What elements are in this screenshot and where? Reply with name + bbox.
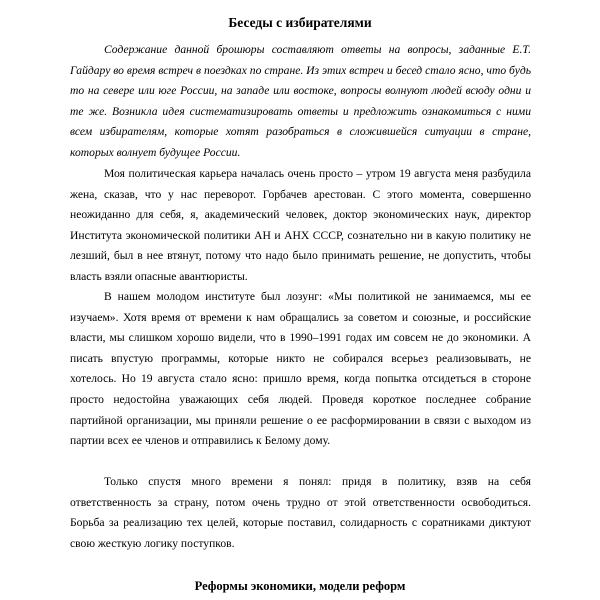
body-paragraph-3: Только спустя много времени я понял: придя в политику, взяв на себя ответственность за страну, потом очень трудно от этой ответственности освободиться. Борьба за реализацию тех целей, которые поставил, солидарность с соратниками диктуют свою жесткую логику поступков. xyxy=(70,475,531,550)
page-title: Беседы с избирателями xyxy=(228,15,372,30)
section-heading: Реформы экономики, модели реформ xyxy=(194,579,406,593)
body-paragraph-2: В нашем молодом институте был лозунг: «Мы политикой не занимаемся, мы ее изучаем». Хотя время от времени к нам обращались за советом и союзные, и российские власти, мы слишком хорошо видели, что в 1990–1991 годах им совсем не до экономики. А писать впустую программы, которые никто не собирался всерьез реализовывать, не хотелось. Но 19 августа стало ясно: пришло время, когда попытка отсидеться в стороне просто недостойна уважающих себя людей. Проведя короткое последнее собрание партийной организации, мы приняли решение о ее расформировании в связи с выходом из партии всех ее членов и отправились к Белому дому. xyxy=(70,290,531,448)
body-paragraph-1: Моя политическая карьера началась очень просто – утром 19 августа меня разбудила жена, сказав, что у нас переворот. Горбачев арестован. С этого момента, совершенно неожиданно для себя, я, академический человек, доктор экономических наук, директор Института экономической политики АН и АНХ СССР, сознательно ни в какую политику не лезший, был в нее втянут, потому что надо было принимать решение, не допустить, чтобы власть взяли опасные авантюристы. xyxy=(70,167,531,283)
intro-paragraph: Содержание данной брошюры составляют ответы на вопросы, заданные Е.Т. Гайдару во время встреч в поездках по стране. Из этих встреч и бесед стало ясно, что будь то на севере или юге России, на западе или востоке, вопросы волнуют людей всюду одни и те же. Возникла идея систематизировать ответы и предложить ознакомиться с ними всем избирателям, которые хотят разобраться в сложившейся ситуации в стране, которых волнует будущее России. xyxy=(70,43,531,159)
